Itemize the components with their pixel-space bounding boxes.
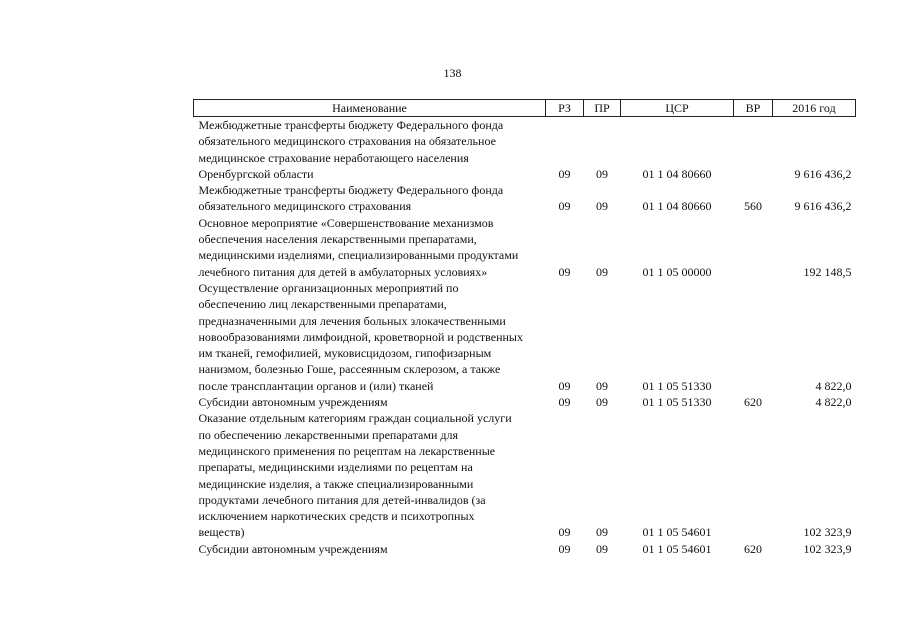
row-name-line: после трансплантации органов и (или) тканей (198, 378, 434, 393)
row-csr: 01 1 05 54601 (642, 541, 712, 556)
row-name-line: предназначенными для лечения больных злокачественными (198, 313, 506, 328)
row-pr: 09 (596, 378, 608, 393)
row-vr (734, 215, 773, 280)
header-pr: ПР (584, 100, 621, 117)
row-name-line: продуктами лечебного питания для детей-инвалидов (за (198, 492, 486, 507)
row-name-line: Субсидии автономным учреждениям (198, 541, 388, 556)
row-name-line: медицинского применения по рецептам на лекарственные (198, 443, 496, 458)
row-name-line: обеспечению лиц лекарственными препаратами, (198, 297, 447, 312)
row-rz: 09 (558, 525, 571, 540)
row-csr: 01 1 05 54601 (642, 525, 712, 540)
row-name-line: Межбюджетные трансферты бюджету Федерального фонда (198, 118, 504, 132)
row-name (194, 182, 546, 215)
page-number: 138 (443, 66, 462, 80)
table-row (194, 280, 856, 394)
row-pr: 09 (596, 199, 608, 214)
row-vr (734, 117, 773, 183)
row-name-line: по обеспечению лекарственными препаратами для (198, 427, 458, 442)
row-amount: 9 616 436,2 (794, 199, 852, 214)
row-name-line: обязательного медицинского страхования на обязательное (198, 134, 496, 149)
row-vr (734, 410, 773, 540)
row-name (194, 394, 546, 410)
row-rz: 09 (558, 541, 571, 556)
row-amount: 4 822,0 (815, 395, 852, 410)
table-row (194, 394, 856, 410)
row-name (194, 410, 546, 540)
row-name-line: исключением наркотических средств и психотропных (198, 509, 475, 524)
row-csr: 01 1 04 80660 (642, 199, 712, 214)
row-rz: 09 (558, 166, 571, 181)
row-amount: 4 822,0 (815, 378, 852, 393)
row-name-line: медицинское страхование неработающего населения (198, 150, 469, 165)
row-name-line: нанизмом, болезнью Гоше, рассеянным склерозом, а также (198, 362, 501, 377)
header-name: Наименование (194, 100, 546, 117)
row-amount: 9 616 436,2 (794, 166, 852, 181)
row-vr: 560 (744, 199, 762, 214)
row-csr: 01 1 05 00000 (642, 264, 712, 279)
row-amount: 102 323,9 (803, 541, 852, 556)
row-name-line: Оказание отдельным категориям граждан социальной услуги (198, 411, 512, 426)
row-vr (734, 280, 773, 394)
row-name-line: медицинскими изделиями, специализированными продуктами (198, 248, 519, 263)
row-pr: 09 (596, 525, 608, 540)
table-row (194, 117, 856, 183)
row-name-line: Осуществление организационных мероприятий по (198, 280, 459, 295)
row-csr: 01 1 05 51330 (642, 395, 712, 410)
row-csr: 01 1 05 51330 (642, 378, 712, 393)
row-pr: 09 (596, 264, 608, 279)
row-name-line: Субсидии автономным учреждениям (198, 395, 388, 410)
row-name-line: медицинские изделия, а также специализированными (198, 476, 474, 491)
table-row (194, 410, 856, 540)
row-pr: 09 (596, 395, 608, 410)
table-row (194, 541, 856, 557)
header-rz: РЗ (546, 100, 584, 117)
table-header-row (194, 100, 856, 117)
table-body (194, 117, 856, 558)
row-rz: 09 (558, 264, 571, 279)
row-name (194, 280, 546, 394)
row-name-line: препараты, медицинскими изделиями по рецептам на (198, 460, 473, 475)
row-pr: 09 (596, 541, 608, 556)
budget-table (193, 99, 856, 557)
header-csr: ЦСР (621, 100, 734, 117)
row-name-line: веществ) (198, 525, 245, 540)
row-name (194, 215, 546, 280)
row-name (194, 117, 546, 183)
row-csr: 01 1 04 80660 (642, 166, 712, 181)
row-name-line: обеспечения населения лекарственными препаратами, (198, 232, 477, 247)
row-name-line: Основное мероприятие «Совершенствование механизмов (198, 215, 494, 230)
row-name-line: Оренбургской области (198, 166, 314, 181)
table-row (194, 215, 856, 280)
row-rz: 09 (558, 395, 571, 410)
row-pr: 09 (596, 166, 608, 181)
row-name-line: Межбюджетные трансферты бюджету Федерального фонда (198, 183, 504, 198)
row-rz: 09 (558, 199, 571, 214)
header-vr: ВР (734, 100, 773, 117)
row-name-line: им тканей, гемофилией, муковисцидозом, гипофизарным (198, 346, 492, 361)
row-name-line: лечебного питания для детей в амбулаторных условиях» (198, 264, 488, 279)
row-amount: 192 148,5 (803, 264, 852, 279)
header-year: 2016 год (773, 100, 856, 117)
row-name (194, 541, 546, 557)
row-vr: 620 (744, 541, 762, 556)
row-name-line: новообразованиями лимфоидной, кроветворной и родственных (198, 329, 523, 344)
row-vr: 620 (744, 395, 762, 410)
row-name-line: обязательного медицинского страхования (198, 199, 412, 214)
row-rz: 09 (558, 378, 571, 393)
table-row (194, 182, 856, 215)
row-amount: 102 323,9 (803, 525, 852, 540)
